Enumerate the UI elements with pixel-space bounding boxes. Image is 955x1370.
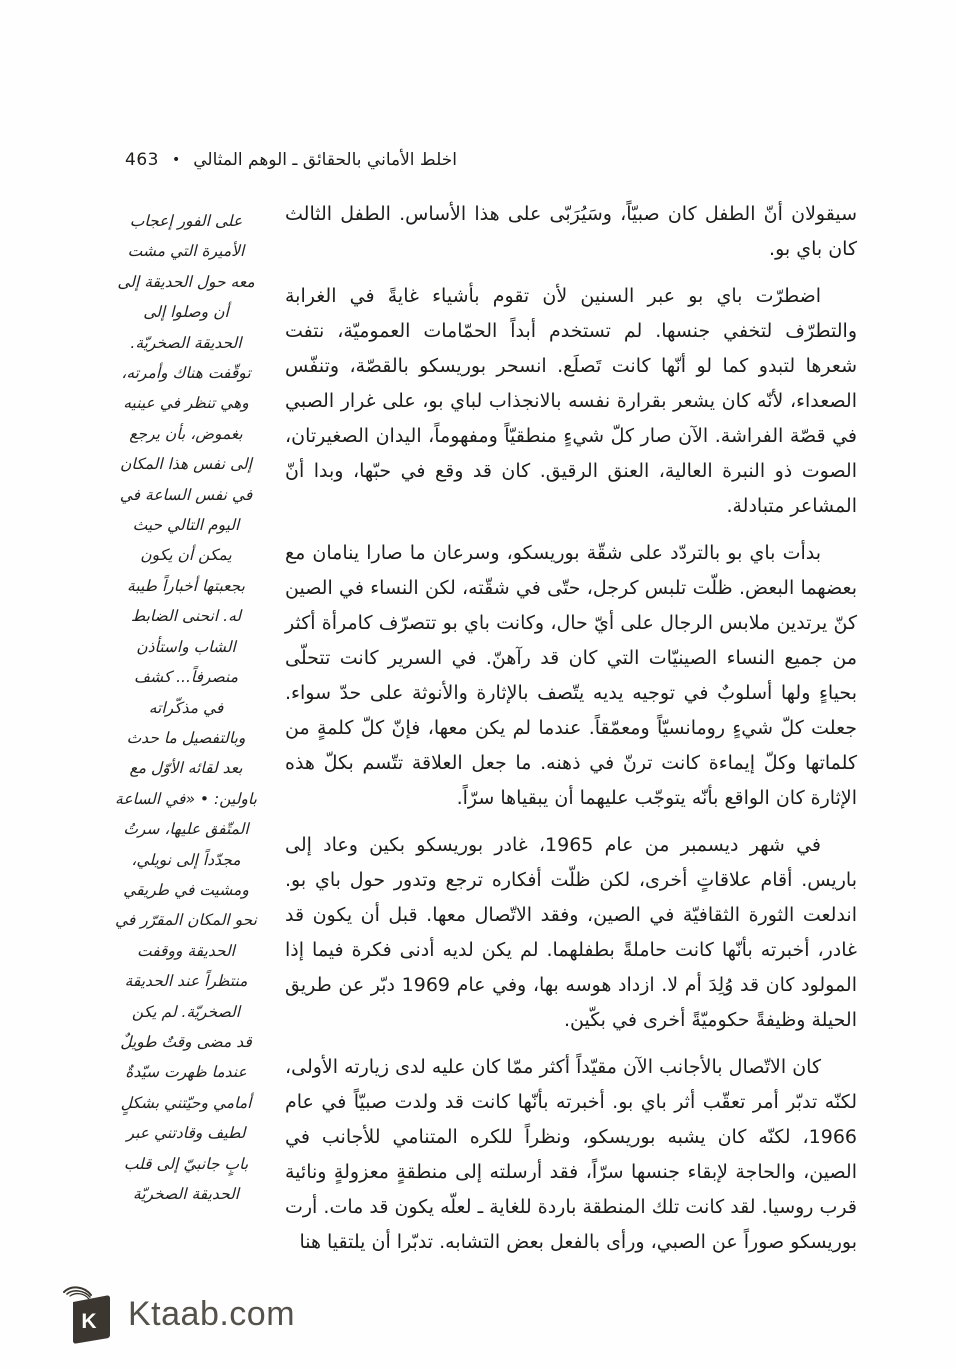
ktaab-book-icon xyxy=(58,1284,114,1344)
margin-note-line: توقّفت هناك وأمرته، xyxy=(121,364,251,383)
margin-note-line: الحديقة الصخريّة xyxy=(132,1185,240,1203)
footer-watermark xyxy=(58,1284,295,1344)
margin-note-line: الشاب واستأذن xyxy=(136,637,236,656)
margin-note-line: بابٍ جانبيّ إلى قلب xyxy=(123,1154,249,1173)
page-header xyxy=(125,150,457,170)
paragraph: بدأت باي بو بالتردّد على شقّة بوريسكو، وسرعان ما صارا ينامان مع بعضهما البعض. ظلّت تلبس كرجل، حتّى في شقّته، لكن النساء في الصين كنّ يرتدين ملابس الرجال على أيّ حال، وكانت باي بو تتصرّف كامرأة أكثر من جميع النساء الصينيّات التي كان قد رآهنّ. في السرير كانت تتحلّى بحياءٍ ولها أسلوبٌ في توجيه يديه يتّصف بالإثارة والأنوثة على حدّ سواء. جعلت كلّ شيءٍ رومانسيّاً ومعمّقاً. عندما لم يكن معها، فإنّ كلّ كلمةٍ من كلماتها وكلّ إيماءة كانت ترنّ في ذهنه. ما جعل العلاقة تتّسم بكلّ هذه الإثارة كان الواقع بأنّه يتوجّب عليهما أن يبقياها سرّاً. xyxy=(285,542,857,809)
margin-note-line: الأميرة التي مشت xyxy=(127,242,245,261)
margin-note-line: بغموض، بأن يرجع xyxy=(129,424,243,443)
margin-note-line: أمامي وحيّتني بشكلٍ xyxy=(120,1093,252,1112)
chapter-title: اخلط الأماني بالحقائق ـ الوهم المثالي xyxy=(193,150,457,170)
margin-note-line: له. انحنى الضابط xyxy=(130,607,242,626)
margin-note-line: إلى نفس هذا المكان xyxy=(120,455,252,474)
margin-note-line: في مذكّراته xyxy=(148,698,224,717)
margin-note-line: معه حول الحديقة إلى xyxy=(117,272,255,291)
margin-note-line: الحديقة ووقفت xyxy=(136,941,235,960)
paragraph: سيقولان أنّ الطفل كان صبيّاً، وسَيُرَبّى على هذا الأساس. الطفل الثالث كان باي بو. xyxy=(285,203,857,260)
margin-note-line: منصرفاً... كشف xyxy=(133,668,239,687)
margin-note-line: بعد لقائه الأوّل مع xyxy=(129,759,243,778)
margin-note xyxy=(86,206,286,1209)
margin-note-line: قد مضى وقتٌ طويلٌ xyxy=(120,1032,252,1051)
page-number: 463 xyxy=(125,150,159,170)
margin-note-line: أن وصلوا إلى xyxy=(143,303,229,322)
margin-note-line: باولين: • «في الساعة xyxy=(115,789,257,808)
margin-note-line: لطيف وقادتني عبر xyxy=(126,1124,246,1143)
margin-note-line: وهي تنظر في عينيه xyxy=(123,394,249,413)
margin-note-line: منتظراً عند الحديقة xyxy=(124,972,248,991)
paragraph: اضطرّت باي بو عبر السنين لأن تقوم بأشياء غايةً في الغرابة والتطرّف لتخفي جنسها. لم تستخدم أبداً الحمّامات العموميّة، نتفت شعرها لتبدو كما لو أنّها كانت تَصلَع. انسحر بوريسكو بالقصّة، وتنفّس الصعداء، لأنّه كان يشعر بقرارة نفسه بالانجذاب لباي بو، على غرار الصبي في قصّة الفراشة. الآن صار كلّ شيءٍ منطقيّاً ومفهوماً، اليدان الصغيرتان، الصوت ذو النبرة العالية، العنق الرقيق. كان قد وقع في حبّها، وبدا أنّ المشاعر متبادلة. xyxy=(285,285,857,517)
margin-note-line: نحو المكان المقرّر في xyxy=(115,911,257,930)
body-text-column xyxy=(285,197,857,1260)
paragraph: في شهر ديسمبر من عام 1965، غادر بوريسكو بكين وعاد إلى باريس. أقام علاقاتٍ أخرى، لكن ظلّت أفكاره ترجع وتدور حول باي بو. اندلعت الثورة الثقافيّة في الصين، وفقد الاتّصال معها. قبل أن يكون قد غادر، أخبرته بأنّها كانت حاملةً بطفلهما. لم يكن لديه أدنى فكرة فيما إذا المولود كان قد وُلِدَ أم لا. ازداد هوسه بها، وفي عام 1969 دبّر عن طريق الحيلة وظيفةً حكوميّةً أخرى في بكّين. xyxy=(285,834,857,1031)
margin-note-line: الحديقة الصخريّة. xyxy=(130,333,242,352)
margin-note-line: ومشيت في طريقي xyxy=(123,880,249,899)
margin-note-line: الصخريّة. لم يكن xyxy=(131,1002,241,1021)
ktaab-logo-text: Ktaab.com xyxy=(128,1294,296,1333)
paragraph: كان الاتّصال بالأجانب الآن مقيّداً أكثر ممّا كان عليه لدى زيارته الأولى، لكنّه تدبّر أمر تعقّب أثر باي بو. أخبرته بأنّها كانت قد ولدت صبيّاً في عام 1966، لكنّه كان يشبه بوريسكو، ونظراً للكره المتنامي للأجانب في الصين، والحاجة لإبقاء جنسها سرّاً، فقد أرسلته إلى منطقةٍ معزولةٍ ونائية قرب روسيا. لقد كانت تلك المنطقة باردة للغاية ـ لعلّه يكون قد مات. أرت بوريسكو صوراً عن الصبي، ورأى بالفعل بعض التشابه. تدبّرا أن يلتقيا هنا xyxy=(285,1056,857,1253)
margin-note-line: في نفس الساعة في xyxy=(119,485,253,504)
margin-note-line: عندما ظهرت سيّدةٌ xyxy=(125,1063,247,1082)
margin-note-line: بجعبتها أخباراً طيبة xyxy=(127,576,245,595)
margin-note-line: اليوم التالي حيث xyxy=(132,516,240,535)
logo-letter: K xyxy=(81,1310,97,1333)
margin-note-line: المتّفق عليها، سرتُ xyxy=(123,820,249,839)
margin-note-line: على الفور إعجاب xyxy=(129,212,243,230)
margin-note-line: وبالتفصيل ما حدث xyxy=(126,728,246,747)
margin-note-line: مجدّداً إلى نويلي، xyxy=(131,850,241,869)
margin-note-line: يمكن أن يكون xyxy=(140,546,232,565)
header-bullet-separator: • xyxy=(171,152,181,168)
